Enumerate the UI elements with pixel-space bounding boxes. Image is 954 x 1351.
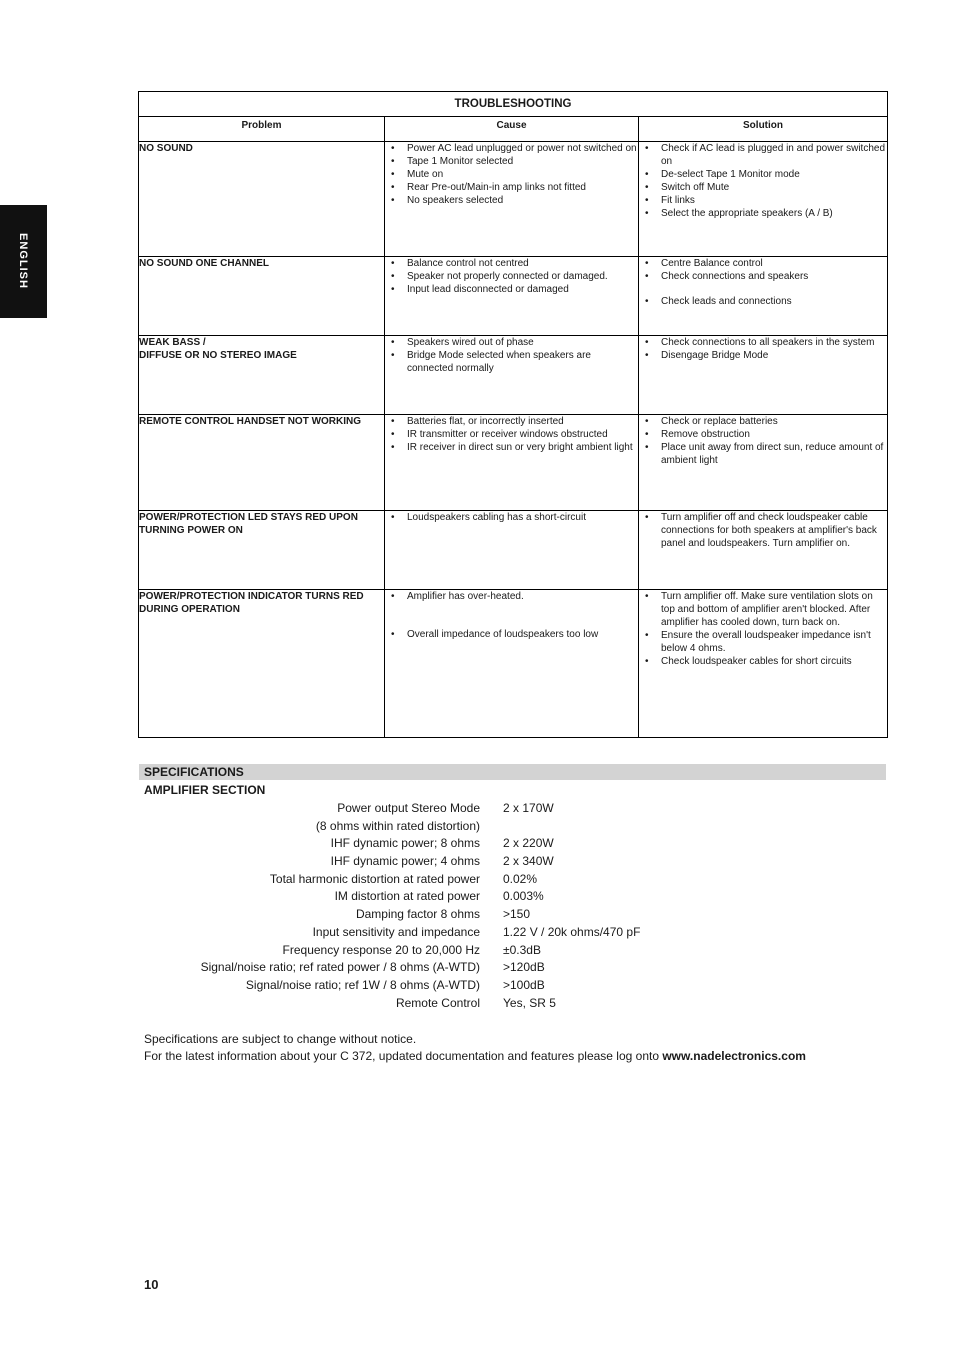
list-item: • Overall impedance of loudspeakers too low — [385, 628, 638, 641]
list-spacer — [385, 603, 638, 628]
list-item: • Turn amplifier off and check loudspeaker cable connections for both speakers at amplifier's back panel and loudspeakers. Turn amplifier on. — [639, 511, 887, 550]
list-item: • Select the appropriate speakers (A / B) — [639, 207, 887, 220]
solution-cell — [639, 336, 888, 415]
amplifier-section-heading: AMPLIFIER SECTION — [144, 783, 266, 797]
spec-value: 1.22 V / 20k ohms/470 pF — [503, 924, 641, 939]
spec-label: (8 ohms within rated distortion) — [315, 818, 480, 833]
list-item: • IR receiver in direct sun or very bright ambient light — [385, 441, 638, 454]
problem-cell: POWER/PROTECTION INDICATOR TURNS RED DURING OPERATION — [139, 590, 385, 738]
notes — [144, 1031, 806, 1065]
specifications-heading: SPECIFICATIONS — [144, 765, 244, 779]
spec-value: 2 x 170W — [503, 801, 554, 815]
spec-label: Frequency response 20 to 20,000 Hz — [282, 942, 480, 957]
list-item: • Check or replace batteries — [639, 415, 887, 428]
list-item: • Balance control not centred — [385, 257, 638, 270]
cause-cell — [385, 590, 639, 738]
spec-label: Damping factor 8 ohms — [355, 907, 480, 922]
solution-cell — [639, 415, 888, 511]
list-item: • Check leads and connections — [639, 295, 887, 308]
problem-cell: POWER/PROTECTION LED STAYS RED UPON TURNING POWER ON — [139, 511, 385, 590]
cause-cell — [385, 257, 639, 336]
page-number: 10 — [144, 1277, 159, 1292]
spec-value: >100dB — [503, 977, 545, 992]
solution-cell — [639, 142, 888, 257]
solution-cell — [639, 257, 888, 336]
spec-label: Signal/noise ratio; ref 1W / 8 ohms (A-WTD) — [245, 977, 480, 992]
list-item: • Loudspeakers cabling has a short-circuit — [385, 511, 638, 524]
spec-value: >150 — [503, 907, 531, 922]
problem-cell — [139, 336, 385, 415]
spec-value: ±0.3dB — [503, 942, 541, 957]
spec-row — [0, 818, 954, 836]
spec-label: Input sensitivity and impedance — [312, 924, 480, 939]
list-item: • Rear Pre-out/Main-in amp links not fitted — [385, 181, 638, 194]
list-item: • Tape 1 Monitor selected — [385, 155, 638, 168]
table-row — [139, 590, 888, 738]
list-item: • Amplifier has over-heated. — [385, 590, 638, 603]
solution-cell — [639, 590, 888, 738]
list-item: • Check connections and speakers — [639, 270, 887, 283]
list-item: • Fit links — [639, 194, 887, 207]
spec-value: 0.02% — [503, 871, 538, 886]
list-item: • De-select Tape 1 Monitor mode — [639, 168, 887, 181]
troubleshooting-table — [138, 91, 888, 738]
list-item: • Place unit away from direct sun, reduce amount of ambient light — [639, 441, 887, 467]
spec-label: IM distortion at rated power — [334, 889, 480, 904]
notes-line-change-notice: Specifications are subject to change without notice. — [144, 1032, 417, 1046]
column-header-problem: Problem — [139, 117, 385, 142]
spec-label: IHF dynamic power; 4 ohms — [330, 854, 480, 869]
troubleshooting-title: TROUBLESHOOTING — [139, 92, 888, 117]
spec-value: 2 x 220W — [503, 836, 554, 851]
column-header-cause: Cause — [385, 117, 639, 142]
list-item: • Mute on — [385, 168, 638, 181]
list-spacer — [639, 283, 887, 295]
spec-label: IHF dynamic power; 8 ohms — [330, 836, 480, 851]
spec-row — [0, 942, 954, 960]
spec-row — [0, 853, 954, 871]
list-item: • Remove obstruction — [639, 428, 887, 441]
list-item: • IR transmitter or receiver windows obstructed — [385, 428, 638, 441]
list-item: • Batteries flat, or incorrectly inserted — [385, 415, 638, 428]
list-item: • No speakers selected — [385, 194, 638, 207]
list-item: • Disengage Bridge Mode — [639, 349, 887, 362]
spec-value: 0.003% — [503, 889, 544, 904]
cause-cell — [385, 511, 639, 590]
spec-value: Yes, SR 5 — [503, 995, 556, 1010]
list-item: • Speaker not properly connected or damaged. — [385, 270, 638, 283]
spec-row — [0, 906, 954, 924]
list-item: • Power AC lead unplugged or power not switched on — [385, 142, 638, 155]
problem-cell: NO SOUND ONE CHANNEL — [139, 257, 385, 336]
spec-row — [0, 977, 954, 995]
specifications-list — [0, 800, 954, 1012]
cause-cell — [385, 142, 639, 257]
notes-line-website — [144, 1048, 806, 1065]
specifications-heading-bar — [139, 764, 886, 780]
solution-cell — [639, 511, 888, 590]
spec-row — [0, 871, 954, 889]
spec-label: Signal/noise ratio; ref rated power / 8 ohms (A-WTD) — [200, 960, 480, 975]
list-item: • Check if AC lead is plugged in and power switched on — [639, 142, 887, 168]
cause-cell — [385, 415, 639, 511]
spec-row — [0, 888, 954, 906]
list-item: • Switch off Mute — [639, 181, 887, 194]
spec-label: Total harmonic distortion at rated power — [269, 871, 480, 886]
spec-label: Power output Stereo Mode — [337, 801, 480, 815]
spec-row — [0, 924, 954, 942]
table-row — [139, 511, 888, 590]
notes-website-text: For the latest information about your C 372, updated documentation and features please log onto — [144, 1049, 663, 1063]
cause-cell — [385, 336, 639, 415]
list-item: • Check connections to all speakers in the system — [639, 336, 887, 349]
list-item: • Bridge Mode selected when speakers are connected normally — [385, 349, 638, 375]
list-item: • Turn amplifier off. Make sure ventilation slots on top and bottom of amplifier aren't blocked. After amplifier has cooled down, turn back on. — [639, 590, 887, 629]
table-row — [139, 142, 888, 257]
spec-value: >120dB — [503, 960, 545, 975]
table-row — [139, 257, 888, 336]
language-tab — [0, 205, 47, 318]
list-item: • Speakers wired out of phase — [385, 336, 638, 349]
column-header-solution: Solution — [639, 117, 888, 142]
problem-line: WEAK BASS / — [139, 337, 206, 348]
website-link[interactable]: www.nadelectronics.com — [662, 1049, 806, 1063]
problem-line: DIFFUSE OR NO STEREO IMAGE — [139, 350, 297, 361]
spec-value: 2 x 340W — [503, 854, 554, 869]
list-item: • Check loudspeaker cables for short circuits — [639, 655, 887, 668]
list-item: • Ensure the overall loudspeaker impedance isn't below 4 ohms. — [639, 629, 887, 655]
spec-row — [0, 835, 954, 853]
problem-cell: REMOTE CONTROL HANDSET NOT WORKING — [139, 415, 385, 511]
table-row — [139, 415, 888, 511]
list-item: • Centre Balance control — [639, 257, 887, 270]
problem-cell: NO SOUND — [139, 142, 385, 257]
table-row — [139, 336, 888, 415]
spec-row — [0, 995, 954, 1013]
list-item: • Input lead disconnected or damaged — [385, 283, 638, 296]
spec-row — [0, 800, 954, 818]
spec-row — [0, 959, 954, 977]
spec-label: Remote Control — [395, 995, 480, 1010]
language-tab-label: ENGLISH — [17, 233, 29, 289]
